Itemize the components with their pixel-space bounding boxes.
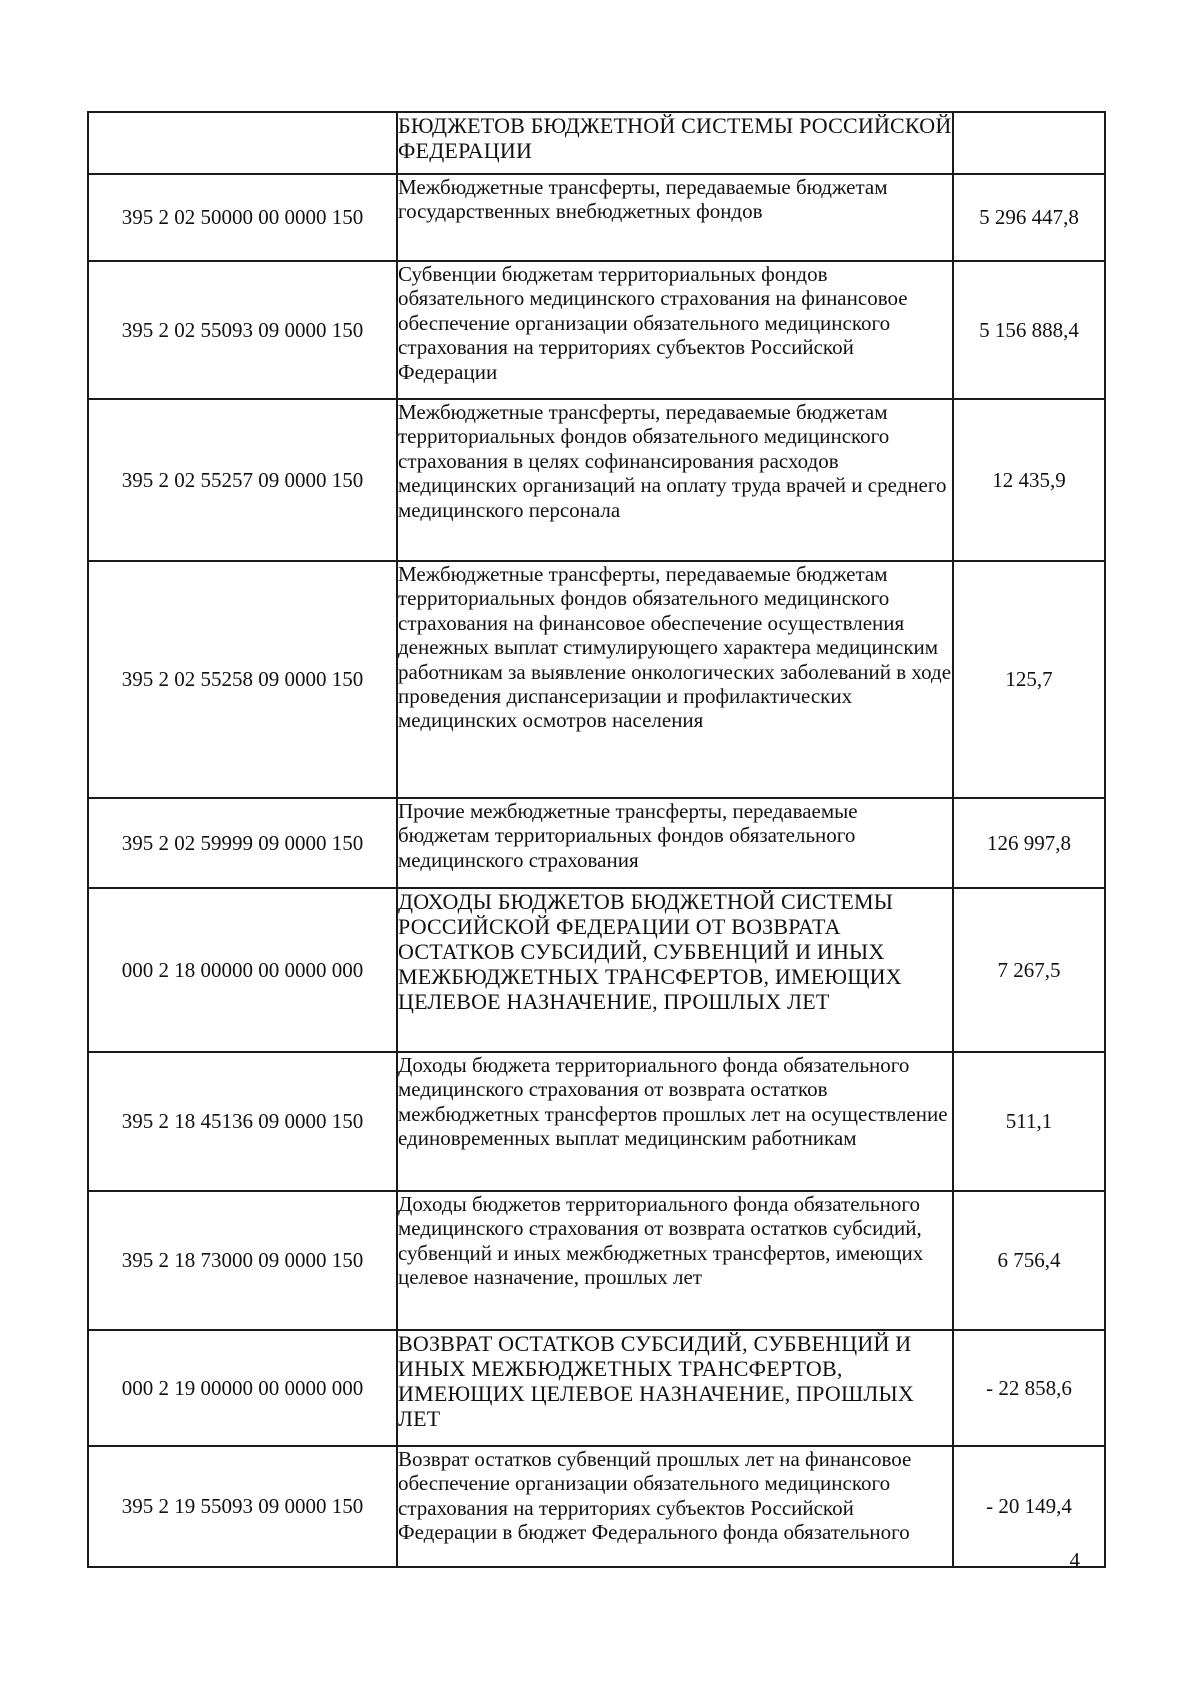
table-row xyxy=(88,561,1105,798)
budget-code-cell: 395 2 19 55093 09 0000 150 xyxy=(88,1446,397,1567)
budget-code-cell: 395 2 18 73000 09 0000 150 xyxy=(88,1191,397,1330)
amount-cell: 5 156 888,4 xyxy=(953,261,1105,399)
table-row xyxy=(88,1330,1105,1446)
budget-code-cell: 000 2 19 00000 00 0000 000 xyxy=(88,1330,397,1446)
description-cell: Межбюджетные трансферты, передаваемые бюджетам территориальных фондов обязательного медицинского страхования в целях софинансирования расходов медицинских организаций на оплату труда врачей и среднего медицинского персонала xyxy=(397,399,953,561)
page-number: 4 xyxy=(1069,1548,1080,1572)
description-cell: Межбюджетные трансферты, передаваемые бюджетам территориальных фондов обязательного медицинского страхования на финансовое обеспечение осуществления денежных выплат стимулирующего характера медицинским работникам за выявление онкологических заболеваний в ходе проведения диспансеризации и профилактических медицинских осмотров населения xyxy=(397,561,953,798)
budget-code-cell: 395 2 02 50000 00 0000 150 xyxy=(88,174,397,261)
amount-cell xyxy=(953,112,1105,174)
budget-code-cell: 395 2 02 55258 09 0000 150 xyxy=(88,561,397,798)
amount-cell: 5 296 447,8 xyxy=(953,174,1105,261)
table-row xyxy=(88,261,1105,399)
budget-code-cell xyxy=(88,112,397,174)
table-row xyxy=(88,1446,1105,1567)
amount-cell: 511,1 xyxy=(953,1052,1105,1191)
table-row xyxy=(88,112,1105,174)
amount-cell: - 22 858,6 xyxy=(953,1330,1105,1446)
description-cell: Межбюджетные трансферты, передаваемые бюджетам государственных внебюджетных фондов xyxy=(397,174,953,261)
budget-code-cell: 395 2 18 45136 09 0000 150 xyxy=(88,1052,397,1191)
table-row xyxy=(88,888,1105,1052)
description-cell: БЮДЖЕТОВ БЮДЖЕТНОЙ СИСТЕМЫ РОССИЙСКОЙ ФЕДЕРАЦИИ xyxy=(397,112,953,174)
table-row xyxy=(88,399,1105,561)
description-cell: ДОХОДЫ БЮДЖЕТОВ БЮДЖЕТНОЙ СИСТЕМЫ РОССИЙСКОЙ ФЕДЕРАЦИИ ОТ ВОЗВРАТА ОСТАТКОВ СУБСИДИЙ, СУБВЕНЦИЙ И ИНЫХ МЕЖБЮДЖЕТНЫХ ТРАНСФЕРТОВ, ИМЕЮЩИХ ЦЕЛЕВОЕ НАЗНАЧЕНИЕ, ПРОШЛЫХ ЛЕТ xyxy=(397,888,953,1052)
description-cell: Субвенции бюджетам территориальных фондов обязательного медицинского страхования на финансовое обеспечение организации обязательного медицинского страхования на территориях субъектов Российской Федерации xyxy=(397,261,953,399)
amount-cell: 126 997,8 xyxy=(953,798,1105,888)
description-cell: Прочие межбюджетные трансферты, передаваемые бюджетам территориальных фондов обязательного медицинского страхования xyxy=(397,798,953,888)
budget-code-cell: 395 2 02 59999 09 0000 150 xyxy=(88,798,397,888)
table-row xyxy=(88,174,1105,261)
table-row xyxy=(88,1191,1105,1330)
amount-cell: 7 267,5 xyxy=(953,888,1105,1052)
description-cell: Доходы бюджета территориального фонда обязательного медицинского страхования от возврата остатков межбюджетных трансфертов прошлых лет на осуществление единовременных выплат медицинским работникам xyxy=(397,1052,953,1191)
amount-cell: 12 435,9 xyxy=(953,399,1105,561)
amount-cell: 6 756,4 xyxy=(953,1191,1105,1330)
description-cell: ВОЗВРАТ ОСТАТКОВ СУБСИДИЙ, СУБВЕНЦИЙ И ИНЫХ МЕЖБЮДЖЕТНЫХ ТРАНСФЕРТОВ, ИМЕЮЩИХ ЦЕЛЕВОЕ НАЗНАЧЕНИЕ, ПРОШЛЫХ ЛЕТ xyxy=(397,1330,953,1446)
budget-revenue-table xyxy=(87,111,1106,1568)
budget-code-cell: 395 2 02 55093 09 0000 150 xyxy=(88,261,397,399)
table-row xyxy=(88,1052,1105,1191)
description-cell: Возврат остатков субвенций прошлых лет на финансовое обеспечение организации обязательного медицинского страхования на территориях субъектов Российской Федерации в бюджет Федерального фонда обязательного xyxy=(397,1446,953,1567)
budget-code-cell: 000 2 18 00000 00 0000 000 xyxy=(88,888,397,1052)
table-row xyxy=(88,798,1105,888)
description-cell: Доходы бюджетов территориального фонда обязательного медицинского страхования от возврата остатков субсидий, субвенций и иных межбюджетных трансфертов, имеющих целевое назначение, прошлых лет xyxy=(397,1191,953,1330)
amount-cell: 125,7 xyxy=(953,561,1105,798)
budget-code-cell: 395 2 02 55257 09 0000 150 xyxy=(88,399,397,561)
amount-cell: - 20 149,4 xyxy=(953,1446,1105,1567)
